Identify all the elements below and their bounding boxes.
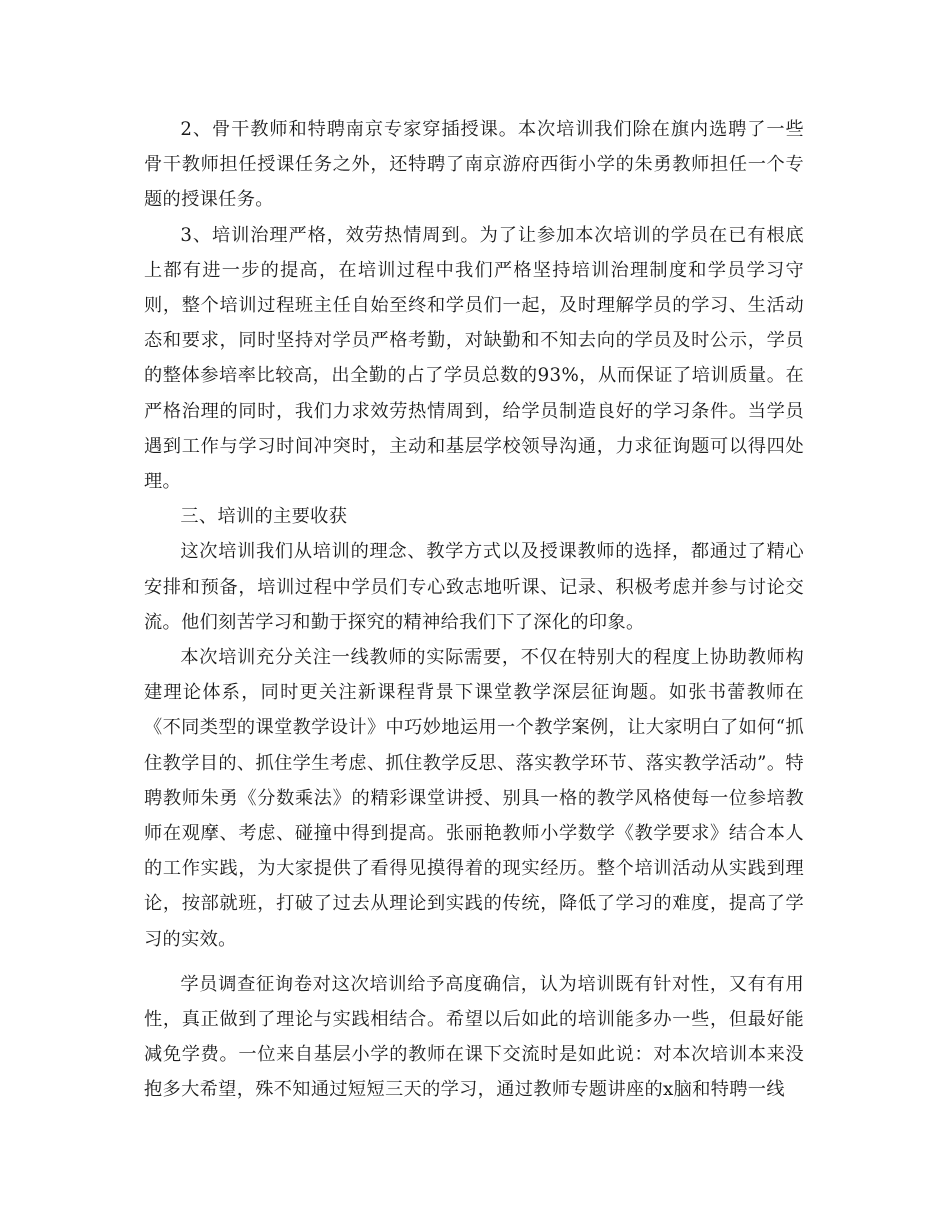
paragraph-backbone-teachers: 2、骨干教师和特聘南京专家穿插授课。本次培训我们除在旗内选聘了一些骨干教师担任授课任务之外，还特聘了南京游府西街小学的朱勇教师担任一个专题的授课任务。 — [144, 119, 804, 211]
paragraph-teacher-needs: 本次培训充分关注一线教师的实际需要，不仅在特别大的程度上协助教师构建理论体系，同时更关注新课程背景下课堂教学深层征询题。如张书蕾教师在《不同类型的课堂教学设计》中巧妙地运用一个教学案例，让大家明白了如何“抓住教学目的、抓住学生考虑、抓住教学反思、落实教学环节、落实教学活动”。特聘教师朱勇《分数乘法》的精彩课堂讲授、别具一格的教学风格使每一位参培教师在观摩、考虑、碰撞中得到提高。张丽艳教师小学数学《教学要求》结合本人的工作实践，为大家提供了看得见摸得着的现实经历。整个培训活动从实践到理论，按部就班，打破了过去从理论到实践的传统，降低了学习的难度，提高了学习的实效。 — [144, 647, 804, 950]
paragraph-training-management: 3、培训治理严格，效劳热情周到。为了让参加本次培训的学员在已有根底上都有进一步的提高，在培训过程中我们严格坚持培训治理制度和学员学习守则，整个培训过程班主任自始至终和学员们一起，及时理解学员的学习、生活动态和要求，同时坚持对学员严格考勤，对缺勤和不知去向的学员及时公示，学员的整体参培率比较高，出全勤的占了学员总数的93%，从而保证了培训质量。在严格治理的同时，我们力求效劳热情周到，给学员制造良好的学习条件。当学员遇到工作与学习时间冲突时，主动和基层学校领导沟通，力求征询题可以得四处理。 — [144, 224, 804, 493]
document-page — [144, 112, 804, 1108]
section-heading-main-gains: 三、培训的主要收获 — [180, 506, 348, 528]
paragraph-survey-feedback: 学员调查征询卷对这次培训给予高度确信，认为培训既有针对性，又有有用性，真正做到了理论与实践相结合。希望以后如此的培训能多办一些，但最好能减免学费。一位来自基层小学的教师在课下交流时是如此说：对本次培训本来没抱多大希望，殊不知通过短短三天的学习，通过教师专题讲座的x脑和特聘一线 — [144, 973, 804, 1101]
paragraph-training-concept: 这次培训我们从培训的理念、教学方式以及授课教师的选择，都通过了精心安排和预备，培训过程中学员们专心致志地听课、记录、积极考虑并参与讨论交流。他们刻苦学习和勤于探究的精神给我们下了深化的印象。 — [144, 541, 804, 633]
